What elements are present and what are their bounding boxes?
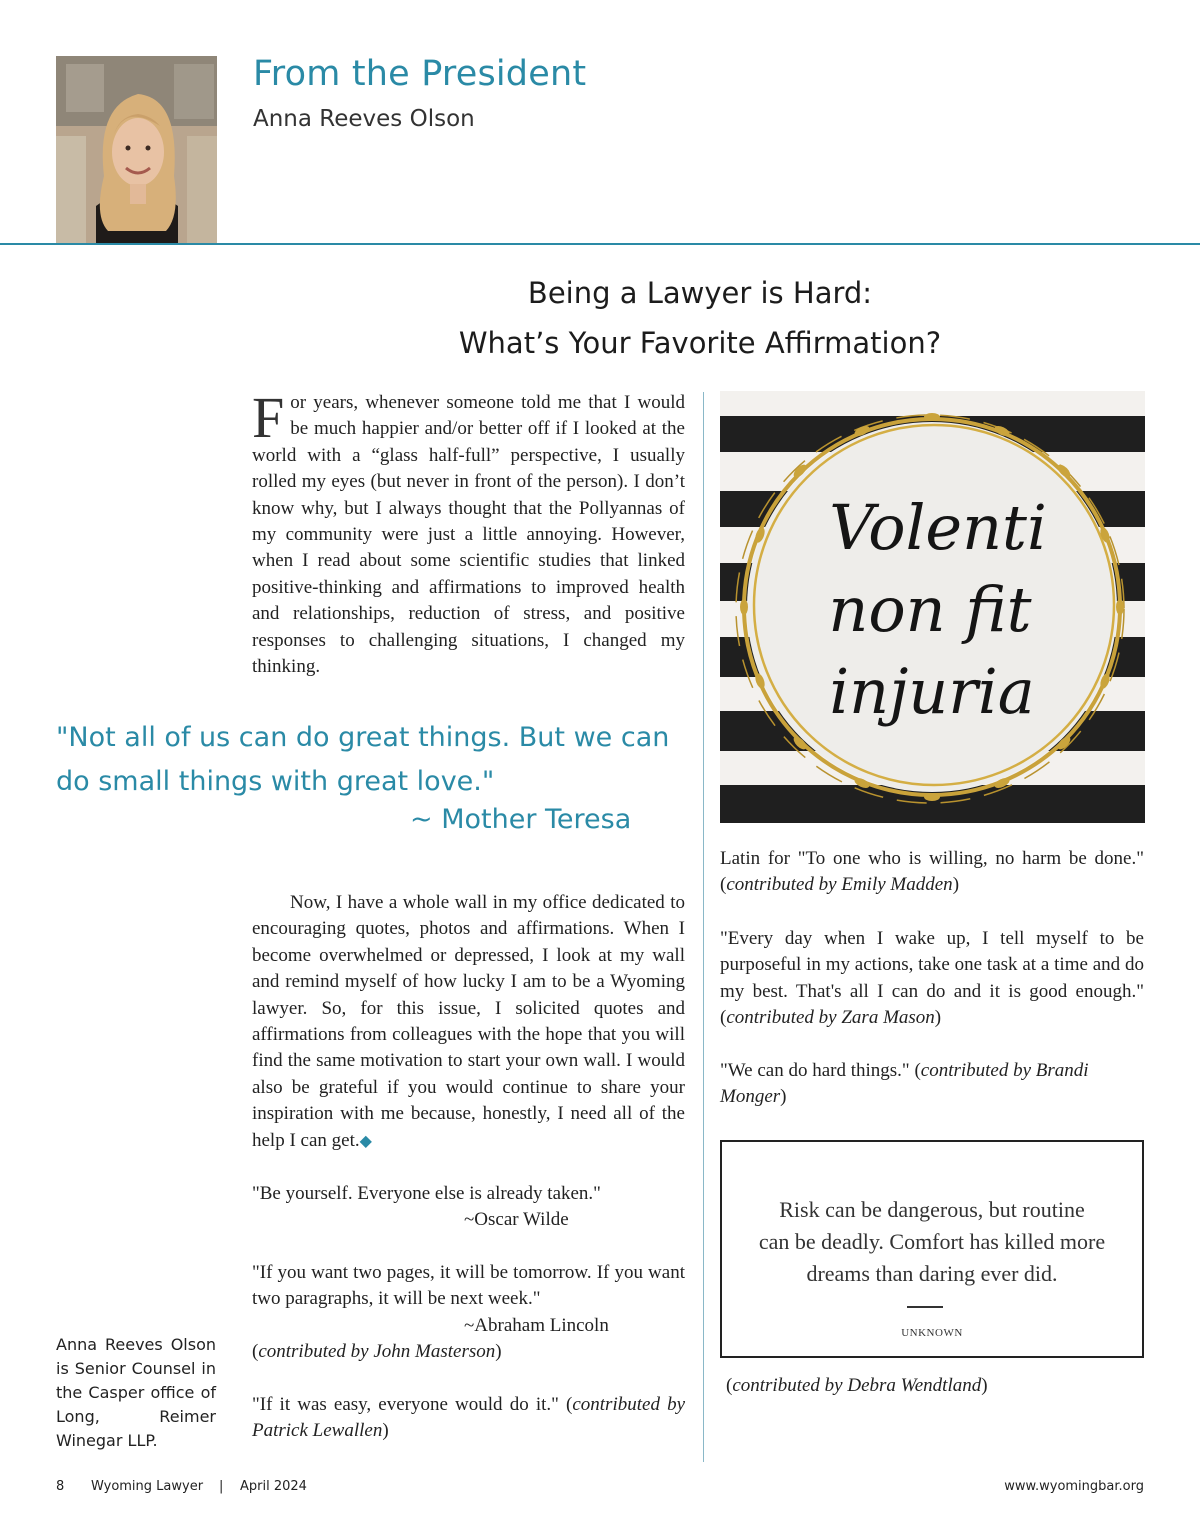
- article-headline: [430, 268, 970, 368]
- art-line-2: non fit: [828, 573, 1032, 646]
- body-paragraph-text: Now, I have a whole wall in my office dedicated to encouraging quotes, photos and affirmations. When I become overwhelmed or depressed, I look at my wall and remind myself of how lucky I am to be a Wyoming lawyer. So, for this issue, I solicited quotes and affirmations from colleagues with the hope that you will find the same motivation to start your own wall. I would also be grateful if you would continue to share your inspiration with me because, honestly, I need all of the help I can get.: [252, 892, 685, 1151]
- header-divider: [0, 243, 1200, 245]
- risk-credit: (contributed by Debra Wendtland): [726, 1375, 988, 1396]
- intro-text: or years, whenever someone told me that I would be much happier and/or better off if I looked at the world with a “glass half-full” perspective, I usually rolled my eyes (but never in front of the person). I don’t know why, but I always thought that the Pollyannas of my community were just a little annoying. However, when I read about some scientific studies that linked positive-thinking and affirmations to improved health and relationships, reduction of stress, and positive responses to challenging situations, I changed my thinking.: [252, 392, 685, 678]
- intro-paragraph: [252, 385, 685, 680]
- art-line-3: injuria: [829, 655, 1035, 728]
- author-photo: [56, 56, 217, 244]
- pull-quote: "Not all of us can do great things. But we can do small things with great love.": [56, 722, 670, 797]
- headline-line-2: What’s Your Favorite Affirmation?: [458, 326, 942, 360]
- risk-line-2: can be deadly. Comfort has killed more: [758, 1229, 1106, 1254]
- issue-date: April 2024: [240, 1479, 307, 1494]
- quote-attribution: ~Oscar Wilde: [464, 1209, 569, 1231]
- quote-attribution: ~Abraham Lincoln: [464, 1314, 609, 1336]
- risk-line-3: dreams than daring ever did.: [806, 1261, 1058, 1286]
- quote-credit: contributed by Debra Wendtland: [732, 1375, 982, 1396]
- risk-source: UNKNOWN: [901, 1327, 963, 1339]
- column-divider: [703, 392, 704, 1462]
- section-title: From the President: [253, 54, 587, 94]
- quote-text: Latin for "To one who is willing, no harm be done.": [720, 848, 1144, 869]
- risk-line-1: Risk can be dangerous, but routine: [779, 1197, 1085, 1222]
- quote-credit: contributed by John Masterson: [258, 1341, 496, 1363]
- wreath-artwork-icon: [720, 391, 1145, 823]
- publication-name: Wyoming Lawyer: [91, 1479, 204, 1494]
- quote-text: "We can do hard things.": [720, 1060, 915, 1081]
- quote-lincoln: "If you want two pages, it will be tomorrow. If you want two paragraphs, it will be next week." ~Abraham Lincoln (contributed by John Masterson): [252, 1262, 685, 1363]
- quote-credit: contributed by Zara Mason: [726, 1007, 935, 1029]
- quote-text: "If you want two pages, it will be tomorrow. If you want two paragraphs, it will be next week.": [252, 1262, 685, 1310]
- art-line-1: Volenti: [829, 491, 1047, 564]
- quote-latin-caption: Latin for "To one who is willing, no harm be done." (contributed by Emily Madden): [720, 848, 1144, 896]
- headline-line-1: Being a Lawyer is Hard:: [527, 276, 873, 310]
- footer-separator: |: [219, 1479, 224, 1494]
- quote-credit: contributed by Patrick Lewallen: [252, 1394, 686, 1442]
- quote-text: "Every day when I wake up, I tell myself to be purposeful in my actions, take one task at a time and do my best. That's all I can do and it is good enough.": [720, 928, 1144, 1002]
- portrait-photo-icon: [56, 56, 217, 244]
- latin-phrase-artwork: [720, 391, 1145, 823]
- quote-text: "Be yourself. Everyone else is already taken.": [252, 1183, 601, 1204]
- risk-divider: [907, 1306, 943, 1308]
- risk-quote-card: [720, 1140, 1144, 1358]
- quote-credit: contributed by Brandi Monger: [720, 1060, 1089, 1108]
- quote-mason: "Every day when I wake up, I tell myself to be purposeful in my actions, take one task at a time and do my best. That's all I can do and it is good enough." (contributed by Zara Mason): [720, 928, 1144, 1029]
- quote-text: "If it was easy, everyone would do it.": [252, 1394, 567, 1415]
- end-mark-icon: ◆: [359, 1132, 372, 1150]
- quote-easy: "If it was easy, everyone would do it." (contributed by Patrick Lewallen): [252, 1394, 686, 1442]
- quote-credit: contributed by Emily Madden: [726, 874, 953, 896]
- risk-quote-text: [722, 1194, 1142, 1290]
- quote-monger: "We can do hard things." (contributed by Brandi Monger): [720, 1060, 1089, 1108]
- quote-wilde: [252, 1181, 685, 1234]
- author-bio: Anna Reeves Olson is Senior Counsel in the Casper office of Long, Reimer Winegar LLP.: [56, 1335, 216, 1450]
- website-link[interactable]: www.wyomingbar.org: [1004, 1479, 1144, 1494]
- page-number: 8: [56, 1479, 65, 1494]
- body-paragraph: [252, 890, 685, 1155]
- pull-quote-attribution: ~ Mother Teresa: [410, 804, 632, 835]
- drop-cap: F: [252, 385, 285, 450]
- author-name: Anna Reeves Olson: [253, 106, 475, 132]
